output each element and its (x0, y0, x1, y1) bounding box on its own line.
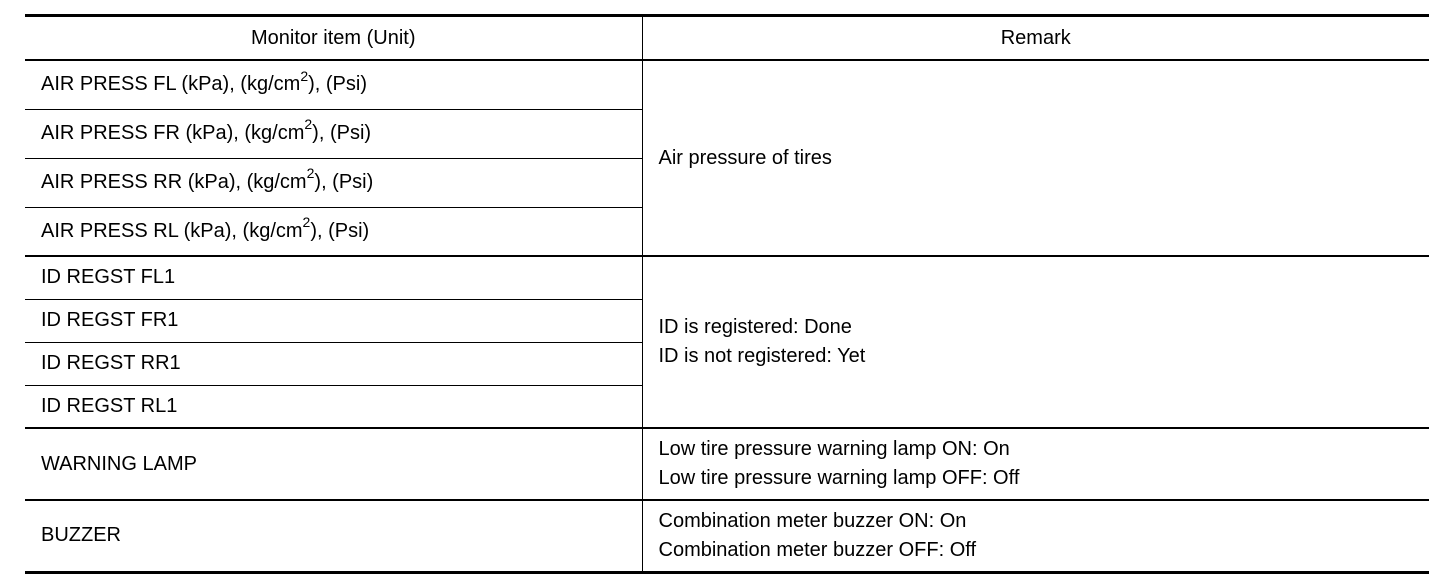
monitor-item-air-press-rr: AIR PRESS RR (kPa), $(kg/cm^2)$, (Psi) (25, 158, 642, 207)
table-row (25, 256, 1429, 299)
header-row (25, 16, 1429, 61)
monitor-item-air-press-fl: AIR PRESS FL (kPa), $(kg/cm^2)$, (Psi) (25, 60, 642, 109)
monitor-item-id-regst-fr1: ID REGST FR1 (25, 299, 642, 342)
remark-warning-lamp: Low tire pressure warning lamp ON: On Low tire pressure warning lamp OFF: Off (642, 428, 1429, 500)
table-row (25, 428, 1429, 500)
monitor-item-id-regst-rr1: ID REGST RR1 (25, 342, 642, 385)
monitor-item-air-press-rl: AIR PRESS RL (kPa), $(kg/cm^2)$, (Psi) (25, 207, 642, 256)
monitor-item-warning-lamp: WARNING LAMP (25, 428, 642, 500)
monitor-item-id-regst-rl1: ID REGST RL1 (25, 385, 642, 428)
header-remark: Remark (642, 16, 1429, 61)
remark-id-registration: ID is registered: Done ID is not registered: Yet (642, 256, 1429, 428)
monitor-item-buzzer: BUZZER (25, 500, 642, 572)
monitor-item-air-press-fr: AIR PRESS FR (kPa), $(kg/cm^2)$, (Psi) (25, 109, 642, 158)
remark-air-pressure: Air pressure of tires (642, 60, 1429, 256)
remark-buzzer: Combination meter buzzer ON: On Combination meter buzzer OFF: Off (642, 500, 1429, 572)
table-row (25, 500, 1429, 572)
monitor-item-id-regst-fl1: ID REGST FL1 (25, 256, 642, 299)
monitor-item-table (25, 14, 1429, 574)
header-monitor-item: Monitor item (Unit) (25, 16, 642, 61)
table-row (25, 60, 1429, 109)
